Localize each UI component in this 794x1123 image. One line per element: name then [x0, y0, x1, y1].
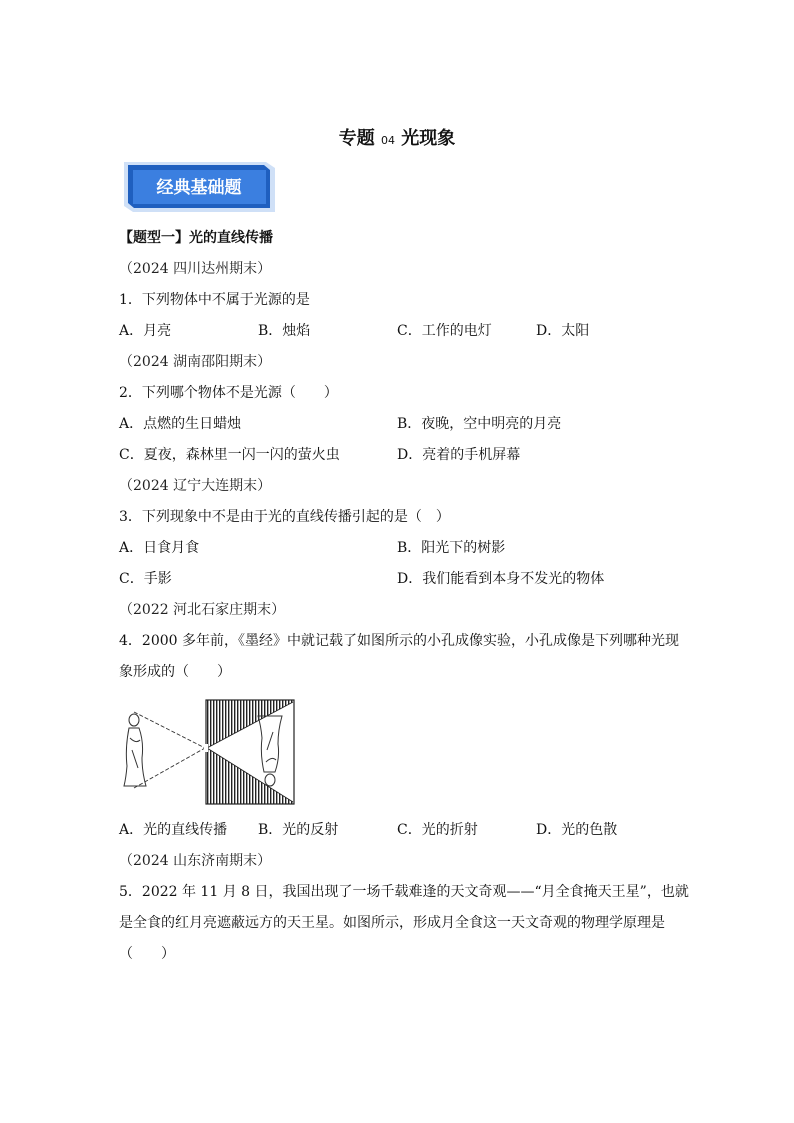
person-upright-icon	[124, 714, 146, 786]
page-title: 专题 04 光现象	[338, 128, 456, 149]
question-stem-continued: （ ）	[119, 946, 175, 962]
option-a: A．日食月食	[119, 540, 200, 556]
option-d: D．光的色散	[536, 822, 618, 838]
question-stem: 1．下列物体中不属于光源的是	[119, 292, 310, 308]
option-b: B．夜晚，空中明亮的月亮	[397, 416, 562, 432]
question-stem: 3．下列现象中不是由于光的直线传播引起的是（ ）	[119, 509, 450, 525]
question-source: （2022 河北石家庄期末）	[119, 602, 286, 618]
question-stem-continued: 是全食的红月亮遮蔽远方的天王星。如图所示，形成月全食这一天文奇观的物理学原理是	[119, 915, 665, 931]
option-a: A．月亮	[119, 323, 172, 339]
option-b: B．阳光下的树影	[397, 540, 506, 556]
option-d: D．我们能看到本身不发光的物体	[397, 571, 605, 587]
question-source: （2024 四川达州期末）	[119, 261, 272, 277]
question-stem: 4．2000 多年前，《墨经》中就记载了如图所示的小孔成像实验，小孔成像是下列哪种光现	[119, 633, 679, 649]
option-a: A．点燃的生日蜡烛	[119, 416, 242, 432]
section-banner	[124, 162, 275, 212]
question-source: （2024 山东济南期末）	[119, 853, 272, 869]
banner-label: 经典基础题	[156, 178, 242, 198]
pinhole-camera-figure	[120, 698, 300, 808]
option-c: C．工作的电灯	[397, 323, 492, 339]
option-b: B．光的反射	[258, 822, 339, 838]
option-d: D．亮着的手机屏幕	[397, 447, 521, 463]
question-stem: 2．下列哪个物体不是光源（ ）	[119, 385, 338, 401]
option-b: B．烛焰	[258, 323, 311, 339]
option-d: D．太阳	[536, 323, 590, 339]
question-stem: 5．2022 年 11 月 8 日，我国出现了一场千载难逢的天文奇观——“月全食掩天王星”，也就	[119, 884, 689, 900]
question-source: （2024 辽宁大连期末）	[119, 478, 272, 494]
option-c: C．夏夜，森林里一闪一闪的萤火虫	[119, 447, 340, 463]
option-c: C．光的折射	[397, 822, 478, 838]
question-stem-continued: 象形成的（ ）	[119, 664, 231, 680]
question-source: （2024 湖南邵阳期末）	[119, 354, 272, 370]
option-a: A．光的直线传播	[119, 822, 228, 838]
option-c: C．手影	[119, 571, 172, 587]
section-heading: 【题型一】光的直线传播	[119, 230, 273, 246]
